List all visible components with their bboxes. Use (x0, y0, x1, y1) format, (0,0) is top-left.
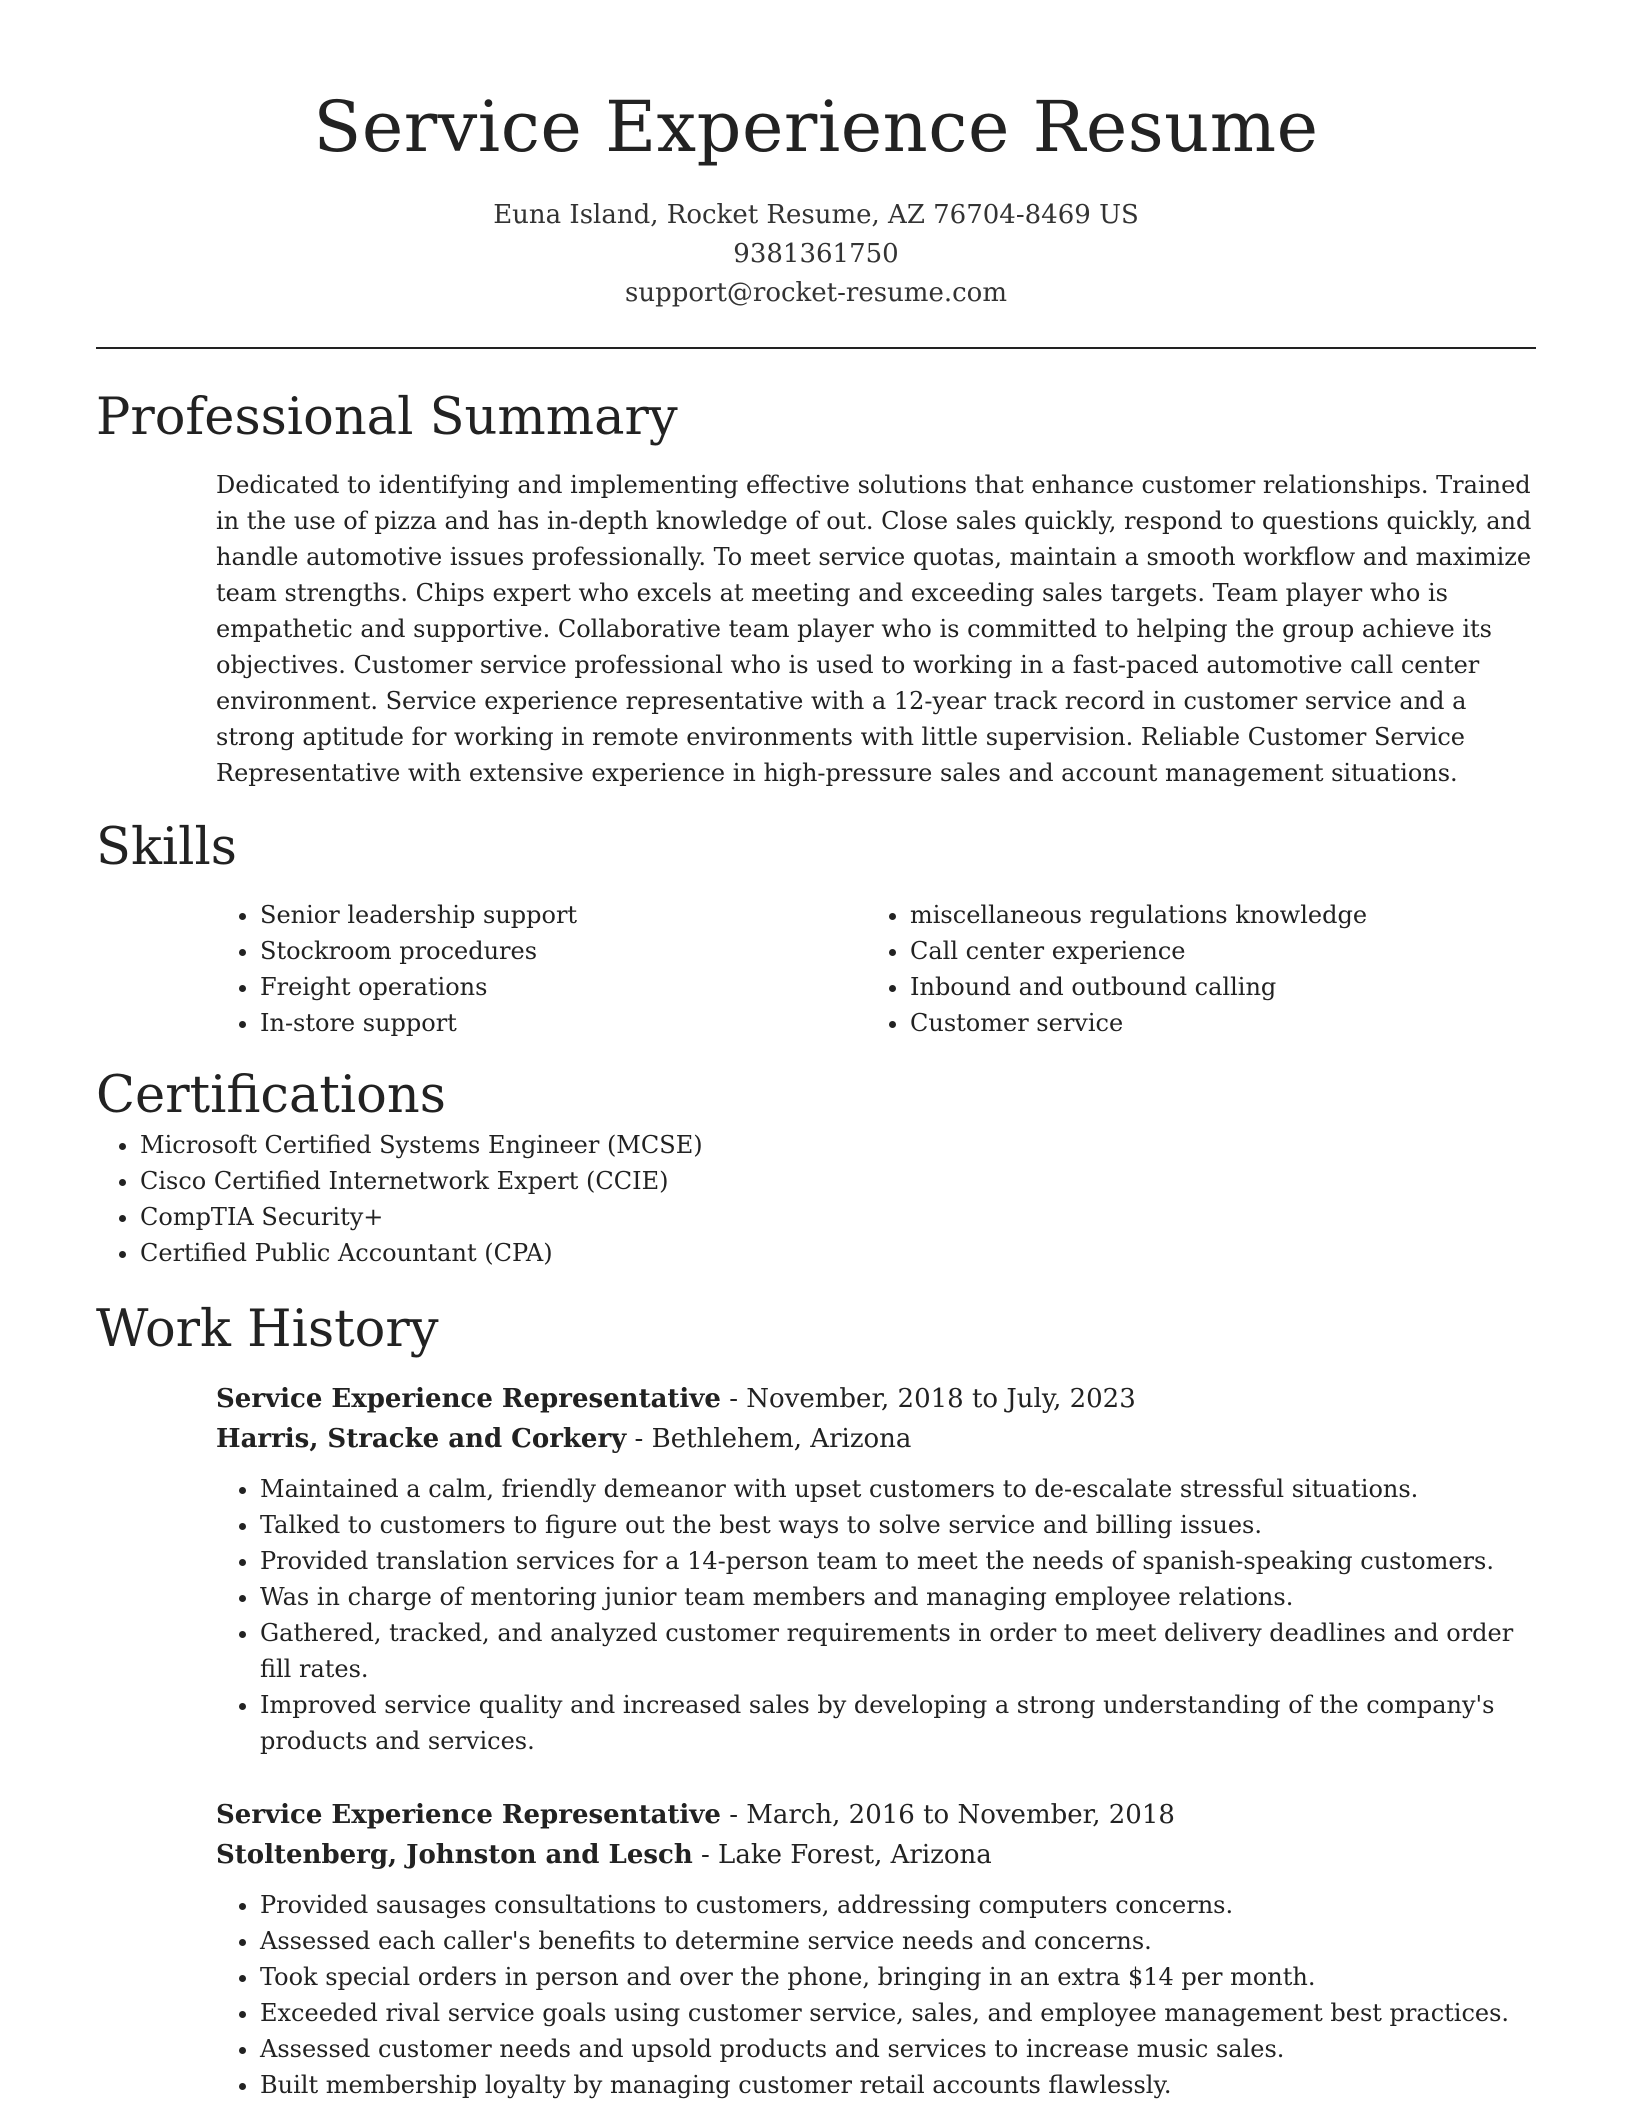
job-bullet: • Maintained a calm, friendly demeanor with upset customers to de-escalate stressful situations. (260, 1471, 1536, 1507)
skill-item: • Senior leadership support (260, 897, 866, 933)
summary-section (96, 387, 1536, 791)
skill-item: • Stockroom procedures (260, 933, 866, 969)
job-bullets (96, 1887, 1536, 2103)
skill-item: • miscellaneous regulations knowledge (910, 897, 1536, 933)
job-title-line (216, 1379, 1536, 1419)
certification-item: • Cisco Certified Internetwork Expert (CCIE) (140, 1163, 1536, 1199)
job-company: Harris, Stracke and Corkery (216, 1424, 627, 1454)
job-bullet: • Took special orders in person and over the phone, bringing in an extra $14 per month. (260, 1959, 1536, 1995)
address-text: Euna Island, Rocket Resume, AZ 76704-8469 US (493, 200, 1139, 230)
job-location: - Lake Forest, Arizona (692, 1840, 992, 1870)
certifications-list (96, 1127, 1536, 1271)
job-dates: - March, 2016 to November, 2018 (720, 1800, 1175, 1830)
resume-title: Service Experience Resume (313, 86, 1319, 168)
job-bullet: • Gathered, tracked, and analyzed customer requirements in order to meet delivery deadlines and order fill rates. (260, 1615, 1536, 1687)
job-bullet: • Improved service quality and increased sales by developing a strong understanding of the company's products and services. (260, 1687, 1536, 1759)
skills-columns (216, 897, 1536, 1041)
job-bullet: • Assessed customer needs and upsold products and services to increase music sales. (260, 2031, 1536, 2067)
certification-item: • CompTIA Security+ (140, 1199, 1536, 1235)
work-history-heading: Work History (96, 1300, 439, 1359)
job-bullets (96, 1471, 1536, 1759)
job-bullet: • Exceeded rival service goals using customer service, sales, and employee management best practices. (260, 1995, 1536, 2031)
job-entry (216, 1795, 1536, 2103)
skill-item: • In-store support (260, 1005, 866, 1041)
job-location: - Bethlehem, Arizona (626, 1424, 912, 1454)
job-bullet: • Provided translation services for a 14-person team to meet the needs of spanish-speaking customers. (260, 1543, 1536, 1579)
header-divider (96, 347, 1536, 349)
job-role: Service Experience Representative (216, 1384, 721, 1414)
skill-item: • Freight operations (260, 969, 866, 1005)
certification-item: • Microsoft Certified Systems Engineer (MCSE) (140, 1127, 1536, 1163)
skill-item: • Inbound and outbound calling (910, 969, 1536, 1005)
skill-item: • Customer service (910, 1005, 1536, 1041)
contact-block (96, 196, 1536, 313)
certifications-heading: Certifications (96, 1066, 446, 1125)
job-bullet: • Assessed each caller's benefits to determine service needs and concerns. (260, 1923, 1536, 1959)
skills-list-right (866, 897, 1536, 1041)
certification-item: • Certified Public Accountant (CPA) (140, 1235, 1536, 1271)
job-title-line (216, 1795, 1536, 1835)
job-company-line (216, 1835, 1536, 1875)
certifications-section (96, 1065, 1536, 1271)
summary-paragraph: Dedicated to identifying and implementing effective solutions that enhance customer relationships. Trained in the use of pizza and has in-depth knowledge of out. Close sales quickly, respond to questions quickly, and handle automotive issues professionally. To meet service quotas, maintain a smooth workflow and maximize team strengths. Chips expert who excels at meeting and exceeding sales targets. Team player who is empathetic and supportive. Collaborative team player who is committed to helping the group achieve its objectives. Customer service professional who is used to working in a fast-paced automotive call center environment. Service experience representative with a 12-year track record in customer service and a strong aptitude for working in remote environments with little supervision. Reliable Customer Service Representative with extensive experience in high-pressure sales and account management situations. (216, 471, 1532, 787)
job-bullet: • Provided sausages consultations to customers, addressing computers concerns. (260, 1887, 1536, 1923)
skills-section (96, 817, 1536, 1041)
work-history-section (96, 1299, 1536, 2103)
resume-page (96, 0, 1536, 2103)
job-role: Service Experience Representative (216, 1800, 721, 1830)
job-bullet: • Talked to customers to figure out the best ways to solve service and billing issues. (260, 1507, 1536, 1543)
skill-item: • Call center experience (910, 933, 1536, 969)
job-bullet: • Was in charge of mentoring junior team members and managing employee relations. (260, 1579, 1536, 1615)
summary-heading: Professional Summary (96, 388, 678, 447)
job-company-line (216, 1419, 1536, 1459)
email-text: support@rocket-resume.com (624, 278, 1007, 308)
job-company: Stoltenberg, Johnston and Lesch (216, 1840, 693, 1870)
phone-text: 9381361750 (733, 239, 899, 269)
job-entry (216, 1379, 1536, 1759)
skills-heading: Skills (96, 818, 237, 877)
resume-header (96, 0, 1536, 313)
skills-list-left (216, 897, 866, 1041)
job-bullet: • Built membership loyalty by managing customer retail accounts flawlessly. (260, 2067, 1536, 2103)
job-dates: - November, 2018 to July, 2023 (720, 1384, 1136, 1414)
